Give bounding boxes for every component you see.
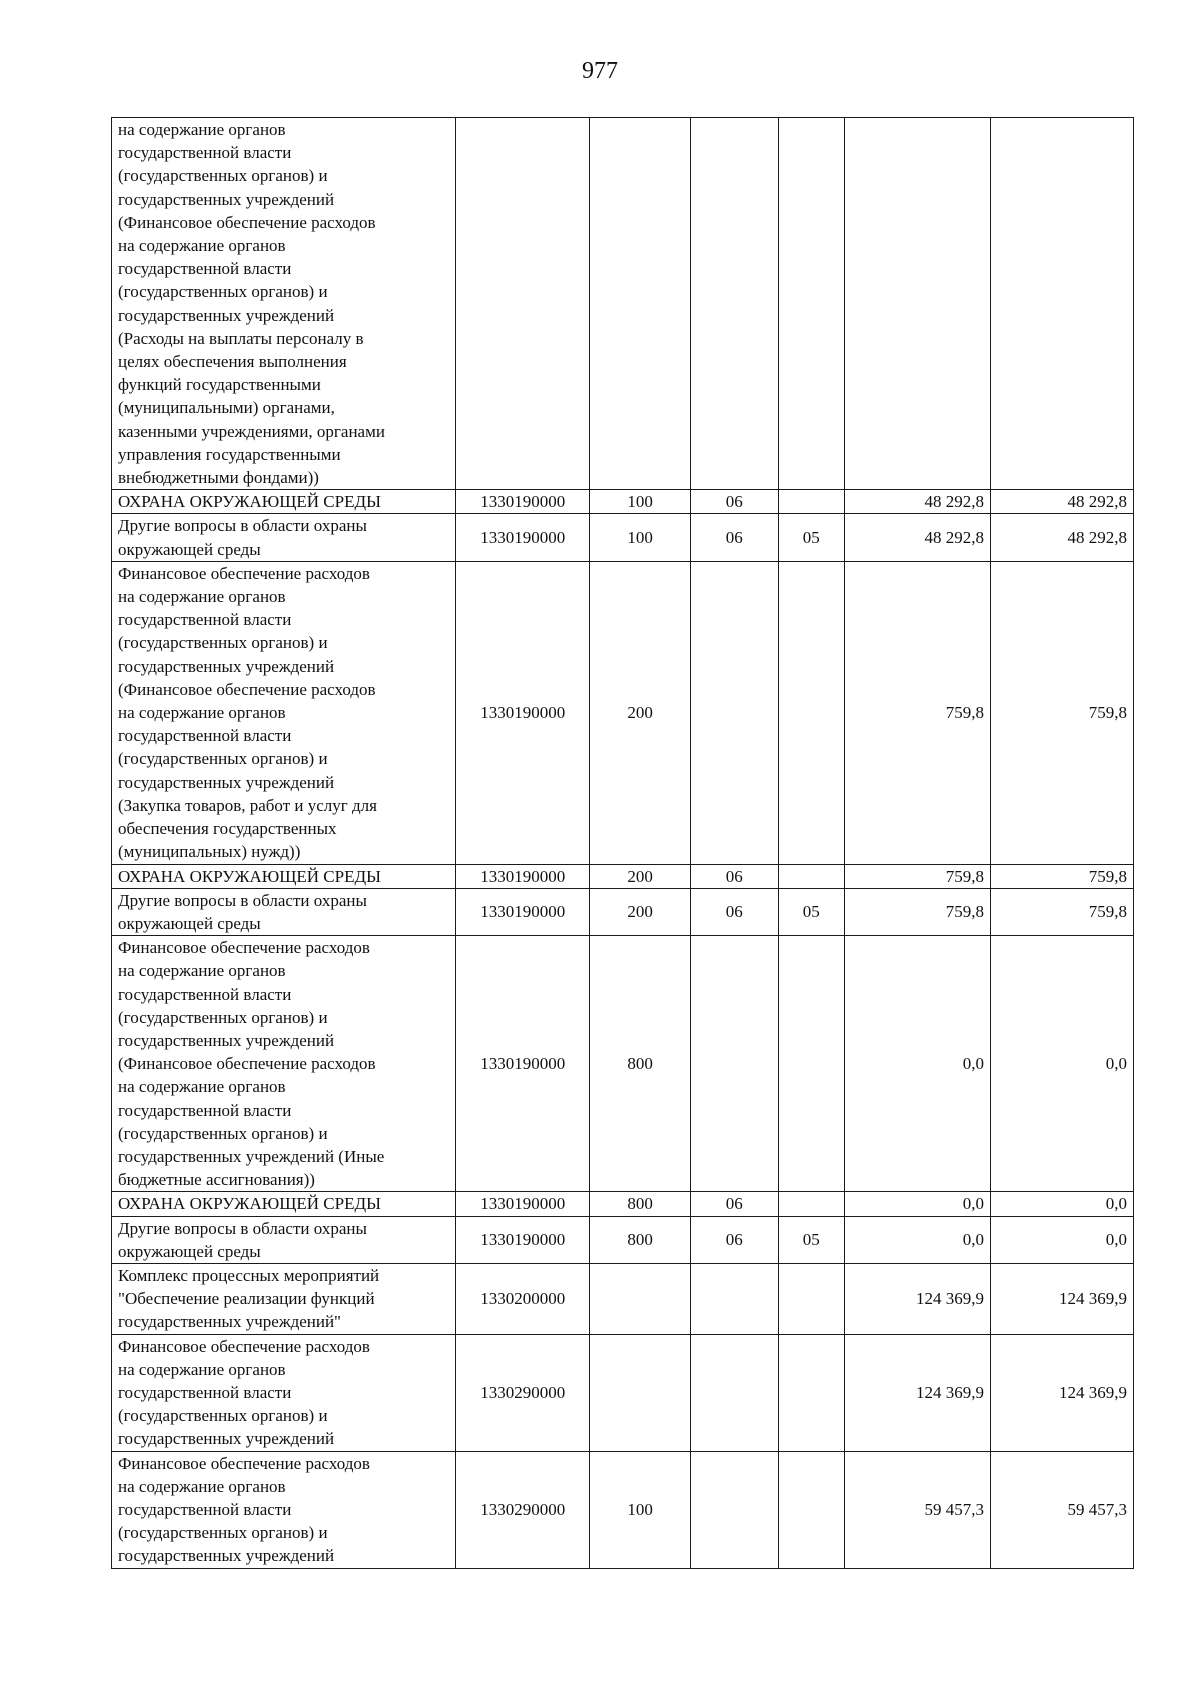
amount-year2-cell: 0,0 (990, 1192, 1133, 1216)
item-name-line: государственных учреждений (118, 1546, 335, 1566)
item-name-line: государственных учреждений (Иные (118, 1146, 385, 1166)
item-name-line: функций государственными (118, 375, 321, 395)
expense-type-cell: 800 (590, 936, 691, 1192)
section-cell (690, 1263, 778, 1334)
amount-year2-cell: 124 369,9 (990, 1263, 1133, 1334)
section-cell (690, 561, 778, 864)
item-name-line: государственных учреждений (118, 656, 335, 676)
item-name-line: окружающей среды (118, 539, 261, 559)
expense-type-cell (590, 118, 691, 490)
table-row (112, 1216, 1134, 1263)
item-name-line: государственных учреждений (118, 305, 335, 325)
item-name-line: государственной власти (118, 143, 292, 163)
item-name-line: внебюджетными фондами)) (118, 468, 319, 488)
item-name-line: Другие вопросы в области охраны (118, 890, 367, 910)
amount-year1-cell: 124 369,9 (844, 1334, 990, 1451)
target-code-cell: 1330190000 (456, 490, 590, 514)
item-name-line: окружающей среды (118, 1241, 261, 1261)
item-name-line: "Обеспечение реализации функций (118, 1289, 375, 1309)
item-name-line: государственной власти (118, 1100, 292, 1120)
section-cell (690, 1451, 778, 1568)
expense-type-cell: 800 (590, 1192, 691, 1216)
item-name-cell (112, 514, 456, 561)
item-name-line: (Финансовое обеспечение расходов (118, 679, 376, 699)
item-name-line: бюджетные ассигнования)) (118, 1170, 315, 1190)
item-name-line: государственной власти (118, 259, 292, 279)
target-code-cell: 1330290000 (456, 1451, 590, 1568)
target-code-cell: 1330190000 (456, 864, 590, 888)
item-name-cell (112, 864, 456, 888)
target-code-cell: 1330190000 (456, 514, 590, 561)
subsection-cell (778, 1263, 844, 1334)
item-name-line: на содержание органов (118, 703, 286, 723)
expense-type-cell (590, 1263, 691, 1334)
amount-year2-cell: 759,8 (990, 888, 1133, 935)
item-name-line: на содержание органов (118, 1077, 286, 1097)
target-code-cell: 1330290000 (456, 1334, 590, 1451)
item-name-line: государственной власти (118, 610, 292, 630)
expense-type-cell: 800 (590, 1216, 691, 1263)
item-name-line: окружающей среды (118, 913, 261, 933)
table-row (112, 864, 1134, 888)
item-name-line: (Расходы на выплаты персоналу в (118, 328, 364, 348)
item-name-line: (Финансовое обеспечение расходов (118, 212, 376, 232)
target-code-cell (456, 118, 590, 490)
item-name-line: управления государственными (118, 444, 341, 464)
target-code-cell: 1330200000 (456, 1263, 590, 1334)
item-name-line: Финансовое обеспечение расходов (118, 1336, 370, 1356)
item-name-line: (государственных органов) и (118, 166, 328, 186)
item-name-line: на содержание органов (118, 587, 286, 607)
table-row (112, 1192, 1134, 1216)
item-name-cell (112, 490, 456, 514)
amount-year1-cell (844, 118, 990, 490)
item-name-line: обеспечения государственных (118, 819, 337, 839)
amount-year1-cell: 759,8 (844, 888, 990, 935)
amount-year2-cell (990, 118, 1133, 490)
amount-year2-cell: 48 292,8 (990, 490, 1133, 514)
item-name-line: (государственных органов) и (118, 1123, 328, 1143)
item-name-line: государственных учреждений (118, 772, 335, 792)
section-cell: 06 (690, 1216, 778, 1263)
amount-year2-cell: 59 457,3 (990, 1451, 1133, 1568)
subsection-cell (778, 1334, 844, 1451)
subsection-cell (778, 1451, 844, 1568)
item-name-cell (112, 1216, 456, 1263)
expense-type-cell: 100 (590, 514, 691, 561)
table-row (112, 936, 1134, 1192)
section-cell: 06 (690, 514, 778, 561)
item-name-line: на содержание органов (118, 1359, 286, 1379)
item-name-line: (государственных органов) и (118, 633, 328, 653)
table-row (112, 1451, 1134, 1568)
table-row (112, 888, 1134, 935)
subsection-cell (778, 864, 844, 888)
target-code-cell: 1330190000 (456, 1216, 590, 1263)
subsection-cell (778, 561, 844, 864)
item-name-line: Финансовое обеспечение расходов (118, 563, 370, 583)
item-name-line: на содержание органов (118, 236, 286, 256)
item-name-line: казенными учреждениями, органами (118, 421, 385, 441)
table-row (112, 118, 1134, 490)
section-cell: 06 (690, 1192, 778, 1216)
item-name-line: ОХРАНА ОКРУЖАЮЩЕЙ СРЕДЫ (118, 866, 381, 886)
amount-year2-cell: 0,0 (990, 936, 1133, 1192)
expense-type-cell (590, 1334, 691, 1451)
table-row (112, 490, 1134, 514)
table-row (112, 1334, 1134, 1451)
amount-year1-cell: 0,0 (844, 936, 990, 1192)
table-row (112, 1263, 1134, 1334)
item-name-line: на содержание органов (118, 961, 286, 981)
item-name-cell (112, 936, 456, 1192)
amount-year1-cell: 48 292,8 (844, 490, 990, 514)
amount-year1-cell: 759,8 (844, 864, 990, 888)
item-name-line: государственной власти (118, 726, 292, 746)
item-name-line: (Закупка товаров, работ и услуг для (118, 795, 377, 815)
table-row (112, 561, 1134, 864)
target-code-cell: 1330190000 (456, 888, 590, 935)
subsection-cell: 05 (778, 514, 844, 561)
expense-type-cell: 200 (590, 561, 691, 864)
item-name-line: государственных учреждений (118, 189, 335, 209)
item-name-line: ОХРАНА ОКРУЖАЮЩЕЙ СРЕДЫ (118, 492, 381, 512)
item-name-line: (государственных органов) и (118, 1007, 328, 1027)
item-name-line: Другие вопросы в области охраны (118, 516, 367, 536)
item-name-line: на содержание органов (118, 1476, 286, 1496)
item-name-cell (112, 1263, 456, 1334)
item-name-cell (112, 1192, 456, 1216)
amount-year1-cell: 0,0 (844, 1192, 990, 1216)
amount-year1-cell: 759,8 (844, 561, 990, 864)
amount-year2-cell: 48 292,8 (990, 514, 1133, 561)
expense-type-cell: 100 (590, 490, 691, 514)
amount-year1-cell: 124 369,9 (844, 1263, 990, 1334)
target-code-cell: 1330190000 (456, 936, 590, 1192)
item-name-cell (112, 1334, 456, 1451)
target-code-cell: 1330190000 (456, 561, 590, 864)
item-name-line: государственной власти (118, 1499, 292, 1519)
item-name-line: Финансовое обеспечение расходов (118, 938, 370, 958)
item-name-line: (муниципальных) нужд)) (118, 842, 301, 862)
subsection-cell (778, 936, 844, 1192)
budget-table (111, 117, 1134, 1569)
subsection-cell (778, 118, 844, 490)
item-name-line: целях обеспечения выполнения (118, 352, 347, 372)
item-name-line: Финансовое обеспечение расходов (118, 1453, 370, 1473)
item-name-line: на содержание органов (118, 120, 286, 139)
subsection-cell: 05 (778, 1216, 844, 1263)
item-name-line: (муниципальными) органами, (118, 398, 335, 418)
section-cell: 06 (690, 864, 778, 888)
item-name-line: Другие вопросы в области охраны (118, 1218, 367, 1238)
table-row (112, 514, 1134, 561)
item-name-line: (Финансовое обеспечение расходов (118, 1054, 376, 1074)
item-name-line: (государственных органов) и (118, 1523, 328, 1543)
table-body (112, 118, 1134, 1569)
item-name-cell (112, 888, 456, 935)
amount-year2-cell: 0,0 (990, 1216, 1133, 1263)
subsection-cell (778, 1192, 844, 1216)
item-name-cell (112, 561, 456, 864)
amount-year2-cell: 124 369,9 (990, 1334, 1133, 1451)
item-name-line: государственной власти (118, 984, 292, 1004)
section-cell (690, 1334, 778, 1451)
section-cell: 06 (690, 888, 778, 935)
item-name-line: (государственных органов) и (118, 749, 328, 769)
item-name-line: ОХРАНА ОКРУЖАЮЩЕЙ СРЕДЫ (118, 1194, 381, 1214)
amount-year1-cell: 0,0 (844, 1216, 990, 1263)
amount-year2-cell: 759,8 (990, 864, 1133, 888)
item-name-line: (государственных органов) и (118, 1406, 328, 1426)
section-cell (690, 118, 778, 490)
subsection-cell (778, 490, 844, 514)
section-cell: 06 (690, 490, 778, 514)
amount-year2-cell: 759,8 (990, 561, 1133, 864)
expense-type-cell: 200 (590, 864, 691, 888)
item-name-cell (112, 1451, 456, 1568)
expense-type-cell: 200 (590, 888, 691, 935)
page-number: 977 (582, 58, 618, 84)
target-code-cell: 1330190000 (456, 1192, 590, 1216)
item-name-line: (государственных органов) и (118, 282, 328, 302)
expense-type-cell: 100 (590, 1451, 691, 1568)
section-cell (690, 936, 778, 1192)
item-name-cell (112, 118, 456, 490)
item-name-line: государственной власти (118, 1382, 292, 1402)
item-name-line: государственных учреждений (118, 1030, 335, 1050)
amount-year1-cell: 48 292,8 (844, 514, 990, 561)
item-name-line: государственных учреждений (118, 1429, 335, 1449)
amount-year1-cell: 59 457,3 (844, 1451, 990, 1568)
item-name-line: государственных учреждений" (118, 1312, 342, 1332)
item-name-line: Комплекс процессных мероприятий (118, 1265, 380, 1285)
subsection-cell: 05 (778, 888, 844, 935)
